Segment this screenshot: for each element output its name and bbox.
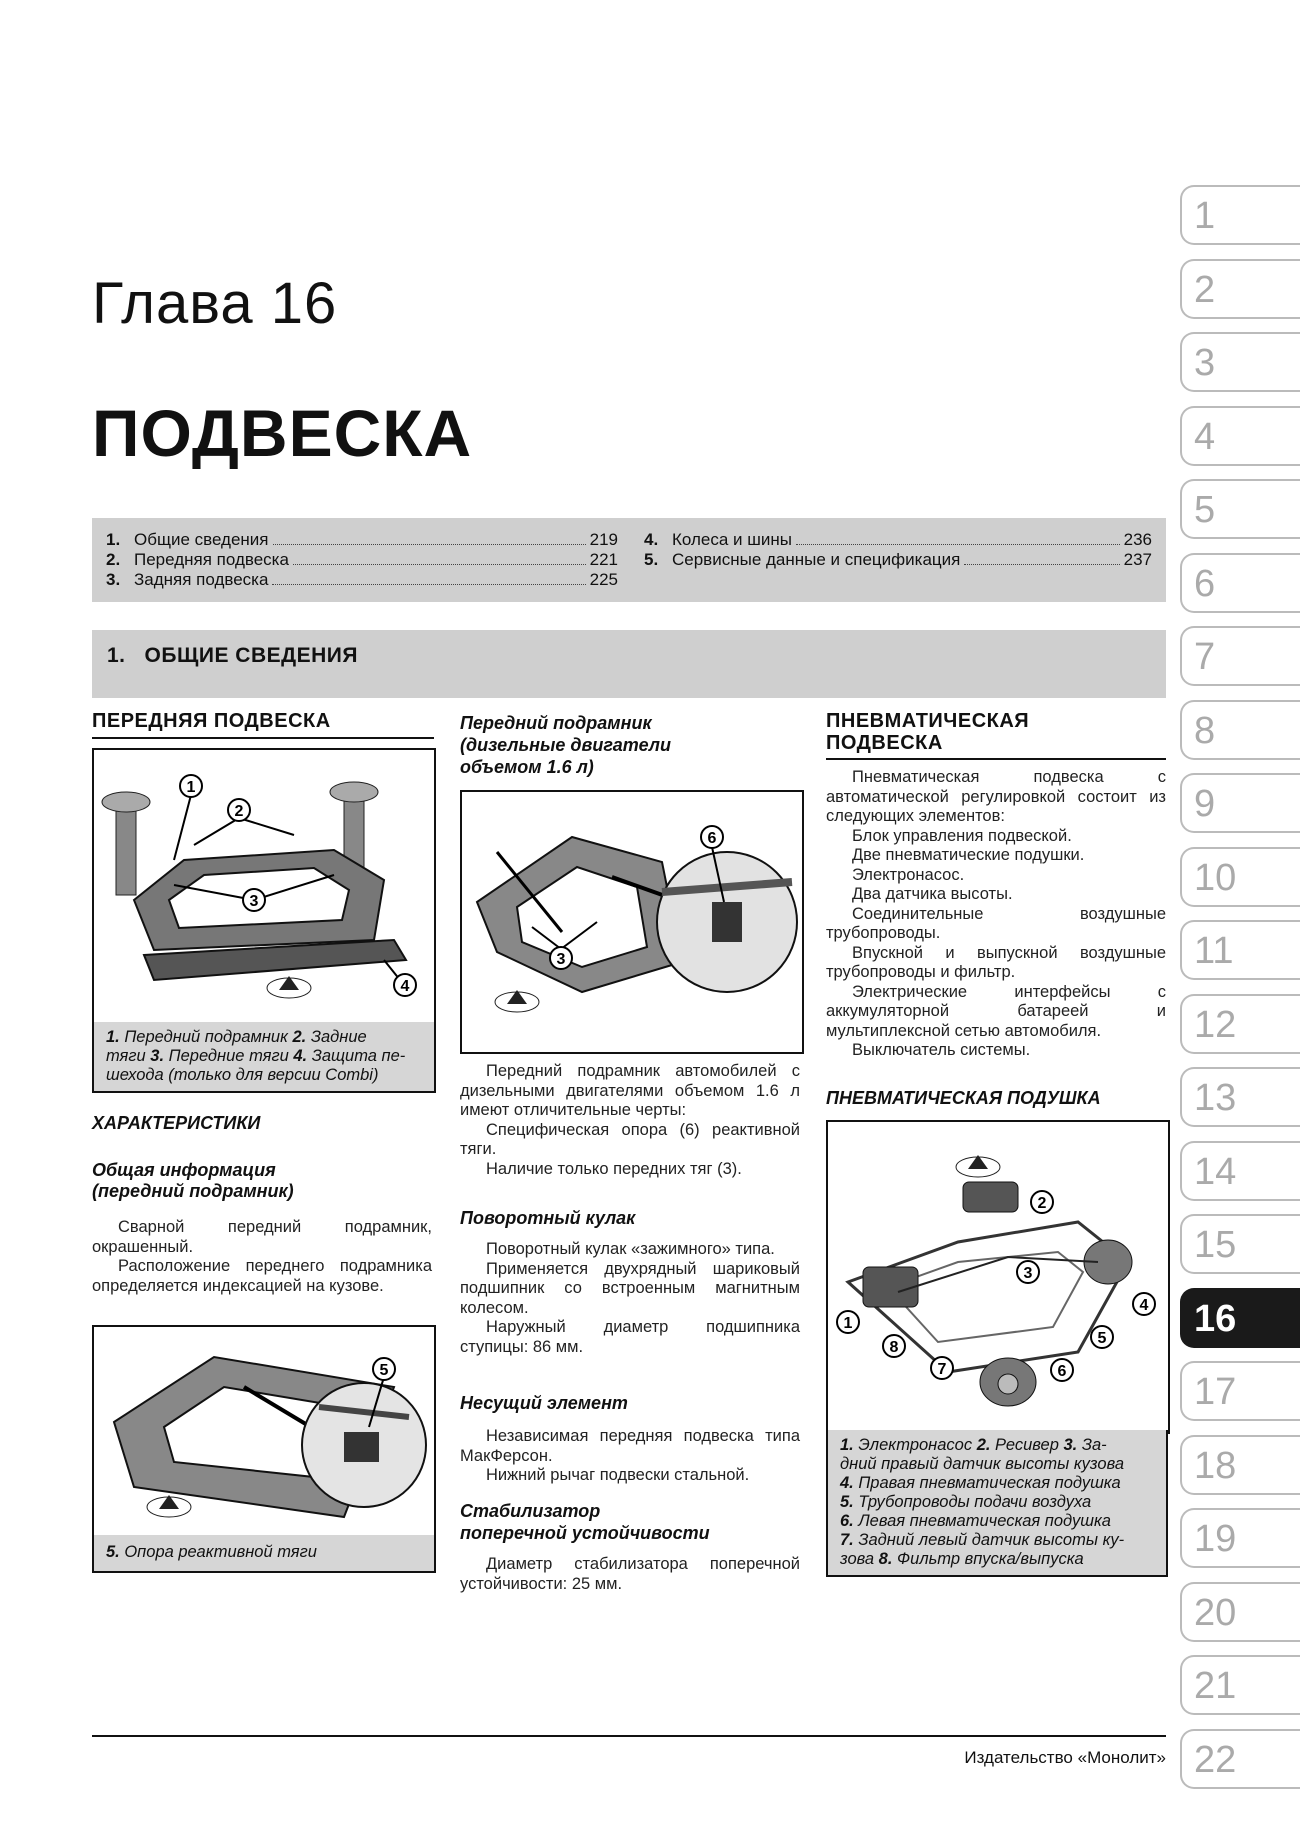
diesel-subframe-text: Передний подрамник автомобилей с дизельными двигателями объемом 1.6 л имеют отличительные черты: Специфическая опора (6) реактивной тяги. Наличие только передних тяг (3). bbox=[460, 1062, 800, 1178]
callout-label: 4 bbox=[400, 978, 410, 995]
callout-label: 4 bbox=[1139, 1297, 1149, 1314]
chapter-tab-label: 6 bbox=[1194, 562, 1216, 605]
reaction-rod-illustration bbox=[94, 1327, 434, 1537]
knuckle-text: Поворотный кулак «зажимного» типа. Применяется двухрядный шариковый подшипник со встроенным магнитным колесом. Наружный диаметр подшипника ступицы: 86 мм. bbox=[460, 1240, 800, 1356]
chapter-tab-label: 8 bbox=[1194, 709, 1216, 752]
page-title: ПОДВЕСКА bbox=[92, 396, 473, 470]
reaction-rod-caption: 5. Опора реактивной тяги bbox=[92, 1535, 436, 1573]
publisher-footer: Издательство «Монолит» bbox=[964, 1748, 1166, 1767]
chapter-tab-label: 9 bbox=[1194, 783, 1216, 825]
chapter-tab-1[interactable] bbox=[1180, 185, 1300, 245]
chapter-tab-label: 13 bbox=[1194, 1077, 1237, 1119]
chapter-tab-label: 17 bbox=[1194, 1371, 1237, 1413]
chapter-tab-16[interactable] bbox=[1180, 1288, 1300, 1348]
callout-label: 8 bbox=[889, 1339, 899, 1356]
diesel-subframe-illustration bbox=[462, 792, 802, 1052]
chapter-tab-6[interactable] bbox=[1180, 553, 1300, 613]
toc-item[interactable]: 5. Сервисные данные и спецификация 237 bbox=[644, 550, 1152, 569]
carrier-heading: Несущий элемент bbox=[460, 1393, 628, 1413]
section-heading-bar bbox=[92, 630, 1166, 698]
column-1 bbox=[92, 710, 434, 739]
chapter-tab-label: 5 bbox=[1194, 489, 1216, 531]
chapter-tab-18[interactable] bbox=[1180, 1435, 1300, 1495]
chapter-tab-label: 22 bbox=[1194, 1738, 1237, 1781]
chapter-tab-9[interactable] bbox=[1180, 773, 1300, 833]
knuckle-heading: Поворотный кулак bbox=[460, 1208, 636, 1228]
stabilizer-text: Диаметр стабилизатора поперечной устойчивости: 25 мм. bbox=[460, 1555, 800, 1593]
table-of-contents bbox=[92, 518, 1166, 602]
front-subframe-caption: 1. Передний подрамник 2. Задние тяги 3. Передние тяги 4. Защита пе- шехода (только для версии Combi) bbox=[92, 1022, 436, 1093]
chapter-tab-11[interactable] bbox=[1180, 920, 1300, 980]
chapter-tab-7[interactable] bbox=[1180, 626, 1300, 686]
chapter-tab-17[interactable] bbox=[1180, 1361, 1300, 1421]
chapter-tab-label: 7 bbox=[1194, 636, 1216, 678]
chapter-label: Глава 16 bbox=[92, 271, 338, 336]
diesel-subframe-heading: Передний подрамник (дизельные двигатели объемом 1.6 л) bbox=[460, 713, 671, 777]
chapter-tab-label: 2 bbox=[1194, 268, 1216, 311]
section-heading: 1. ОБЩИЕ СВЕДЕНИЯ bbox=[107, 644, 358, 667]
chapter-tab-3[interactable] bbox=[1180, 332, 1300, 392]
chapter-tab-14[interactable] bbox=[1180, 1141, 1300, 1201]
air-suspension-heading: ПНЕВМАТИЧЕСКАЯ ПОДВЕСКА bbox=[826, 710, 1166, 760]
callout-label: 5 bbox=[379, 1362, 389, 1379]
callout-label: 1 bbox=[843, 1315, 853, 1332]
chapter-tab-label: 19 bbox=[1194, 1518, 1237, 1560]
callout-label: 7 bbox=[937, 1361, 947, 1378]
air-cushion-caption: 1. Электронасос 2. Ресивер 3. За- дний правый датчик высоты кузова 4. Правая пневматическая подушка 5. Трубопроводы подачи воздуха 6. Левая пневматическая подушка 7. Задний левый датчик высоты ку- зова 8. Фильтр впуска/выпуска bbox=[826, 1430, 1168, 1577]
chapter-tabs bbox=[1180, 185, 1300, 1802]
reaction-rod-figure bbox=[92, 1325, 436, 1539]
toc-item[interactable]: 3. Задняя подвеска 225 bbox=[106, 570, 618, 589]
toc-item[interactable]: 2. Передняя подвеска 221 bbox=[106, 550, 618, 569]
chapter-tab-21[interactable] bbox=[1180, 1655, 1300, 1715]
chapter-tab-8[interactable] bbox=[1180, 700, 1300, 760]
callout-label: 6 bbox=[1057, 1363, 1067, 1380]
callout-label: 3 bbox=[249, 893, 259, 910]
chapter-tab-label: 14 bbox=[1194, 1150, 1237, 1193]
carrier-text: Независимая передняя подвеска типа МакФерсон. Нижний рычаг подвески стальной. bbox=[460, 1427, 800, 1484]
chapter-tab-label: 18 bbox=[1194, 1444, 1237, 1487]
chapter-tab-5[interactable] bbox=[1180, 479, 1300, 539]
chapter-tab-15[interactable] bbox=[1180, 1214, 1300, 1274]
front-subframe-figure bbox=[92, 748, 436, 1026]
chapter-tab-12[interactable] bbox=[1180, 994, 1300, 1054]
chapter-tab-label: 20 bbox=[1194, 1591, 1237, 1634]
general-info-text: Сварной передний подрамник, окрашенный. Расположение переднего подрамника определяется индексацией на кузове. bbox=[92, 1218, 432, 1295]
toc-item[interactable]: 4. Колеса и шины 236 bbox=[644, 530, 1152, 549]
diesel-subframe-figure bbox=[460, 790, 804, 1054]
chapter-tab-label: 3 bbox=[1194, 342, 1216, 384]
chapter-tab-19[interactable] bbox=[1180, 1508, 1300, 1568]
callout-label: 3 bbox=[556, 951, 566, 968]
callout-label: 5 bbox=[1097, 1330, 1107, 1347]
air-suspension-block bbox=[826, 710, 1166, 760]
toc-item[interactable]: 1. Общие сведения 219 bbox=[106, 530, 618, 549]
footer-rule bbox=[92, 1735, 1166, 1737]
callout-label: 3 bbox=[1023, 1265, 1033, 1282]
air-suspension-illustration bbox=[828, 1122, 1168, 1432]
chapter-tab-20[interactable] bbox=[1180, 1582, 1300, 1642]
chapter-tab-4[interactable] bbox=[1180, 406, 1300, 466]
air-cushion-heading: ПНЕВМАТИЧЕСКАЯ ПОДУШКА bbox=[826, 1088, 1101, 1108]
front-suspension-heading: ПЕРЕДНЯЯ ПОДВЕСКА bbox=[92, 710, 434, 739]
chapter-tab-label: 16 bbox=[1194, 1297, 1237, 1340]
chapter-tab-label: 11 bbox=[1194, 930, 1234, 972]
chapter-tab-label: 1 bbox=[1194, 195, 1216, 237]
chapter-tab-label: 4 bbox=[1194, 415, 1216, 458]
chapter-tab-label: 12 bbox=[1194, 1003, 1237, 1046]
air-cushion-figure bbox=[826, 1120, 1170, 1434]
callout-label: 2 bbox=[1037, 1195, 1047, 1212]
chapter-tab-10[interactable] bbox=[1180, 847, 1300, 907]
front-subframe-illustration bbox=[94, 750, 434, 1024]
chapter-tab-label: 10 bbox=[1194, 856, 1237, 899]
chapter-tab-label: 15 bbox=[1194, 1224, 1237, 1266]
callout-label: 6 bbox=[707, 830, 717, 847]
chapter-tab-22[interactable] bbox=[1180, 1729, 1300, 1789]
callout-label: 2 bbox=[234, 803, 244, 820]
chapter-tab-label: 21 bbox=[1194, 1665, 1237, 1707]
stabilizer-heading: Стабилизатор поперечной устойчивости bbox=[460, 1501, 710, 1543]
chapter-tab-2[interactable] bbox=[1180, 259, 1300, 319]
callout-label: 1 bbox=[186, 779, 196, 796]
general-info-heading: Общая информация (передний подрамник) bbox=[92, 1160, 294, 1201]
characteristics-heading: ХАРАКТЕРИСТИКИ bbox=[92, 1113, 261, 1133]
chapter-tab-13[interactable] bbox=[1180, 1067, 1300, 1127]
air-suspension-text: Пневматическая подвеска с автоматической регулировкой состоит из следующих элементов: Блок управления подвеской. Две пневматические подушки. Электронасос. Два датчика высоты. Соединительные воздушные трубопроводы. Впускной и выпускной воздушные трубопроводы и фильтр. Электрические интерфейсы с аккумуляторной батареей и мультиплексной сетью автомобиля. Выключатель системы. bbox=[826, 768, 1166, 1059]
